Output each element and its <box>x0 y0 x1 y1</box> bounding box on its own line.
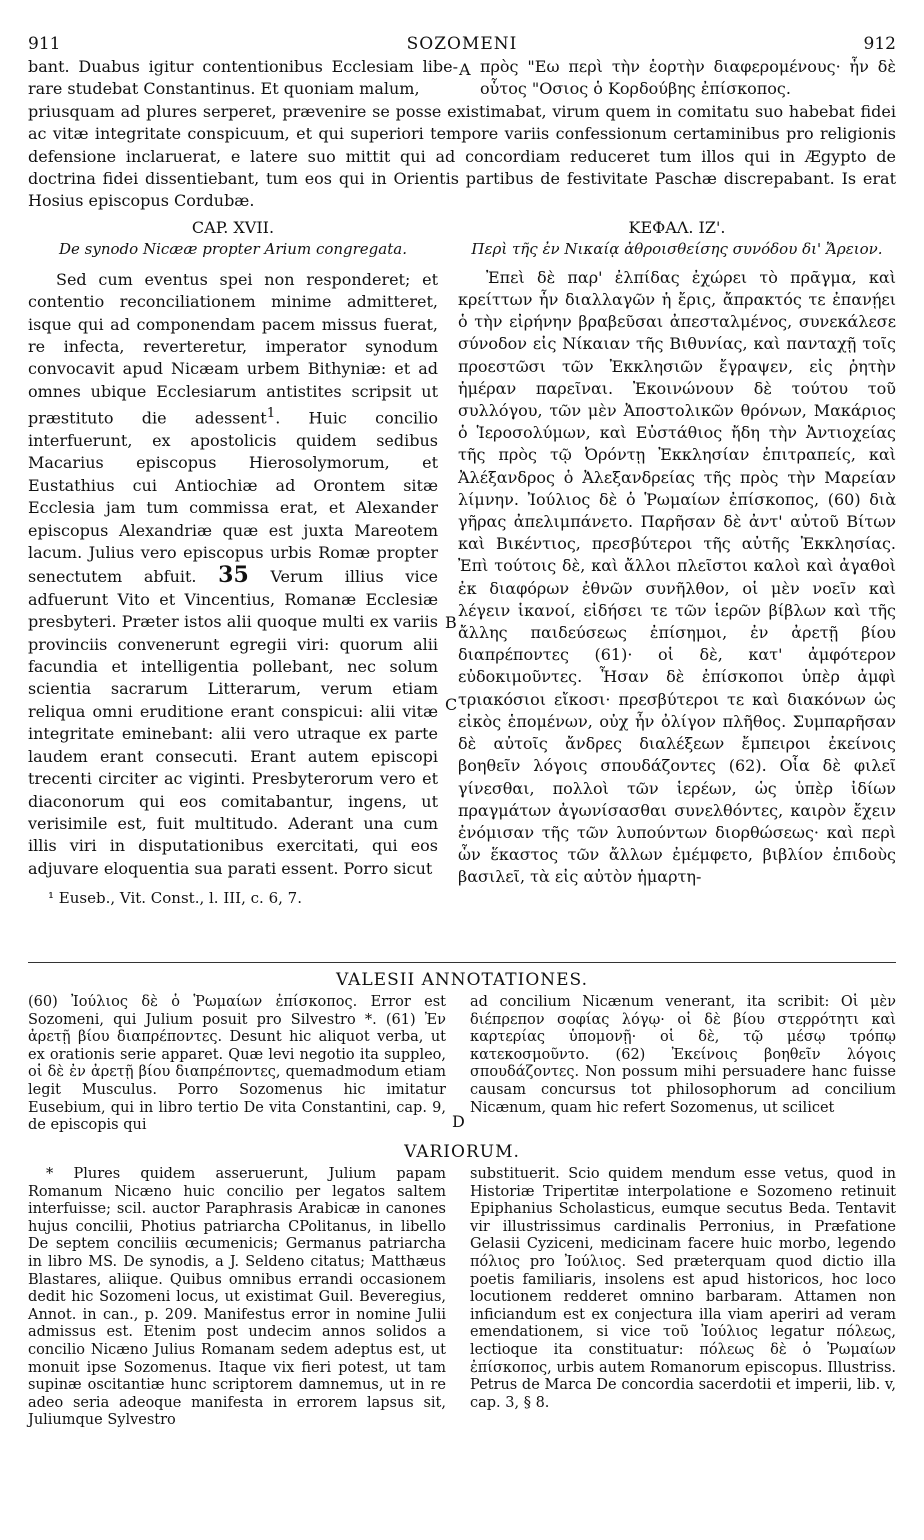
intro-latin: bant. Duabus igitur contentionibus Ecclesiam libe-rare studebat Constantinus. Et quoniam malum, <box>28 57 458 99</box>
intro-latin-full: priusquam ad plures serperet, prævenire se posse existimabat, virum quem in comitatu suo habebat fidei ac vitæ integritate conspicuum, et qui superiori tempore variis confessionum certaminibus pro religionis defensione inclaruerat, e latere suo mittit qui ad concordiam reduceret tum illos qui in Ægypto de doctrina fidei dissentiebant, tum eos qui in Orientis partibus de festivitate Paschæ discrepabant. Is erat Hosius episcopus Cordubæ. <box>28 101 896 211</box>
variorum-right: substituerit. Scio quidem mendum esse vetus, quod in Historiæ Tripertitæ interpolatione e Sozomeno retinuit Epiphanius Scholasticus, eumque secutus Beda. Tentavit vir illustrissimus cardinalis Perronius, in Præfatione Gelasii Cyziceni, medicinam facere huic morbo, legendo πόλιος pro Ἰούλιος. Sed præterquam quod dictio illa poetis familiaris, insolens est apud historicos, hoc loco locutionem redderet omnino barbaram. Attamen non inficiandum est ex conjectura illa viam aperiri ad veram emendationem, si vice τοῦ Ἰούλιος legatur πόλεως, lectioque ita constituatur: πόλεως δὲ ὁ Ῥωμαίων ἐπίσκοπος, urbis autem Romanorum episcopus. Illustriss. Petrus de Marca De concordia sacerdotii et imperii, lib. v, cap. 3, § 8. <box>470 1166 896 1411</box>
latin-body-1: Sed cum eventus spei non responderet; et contentio reconciliationem minime admitteret, isque qui ad componendam pacem missus fuerat, re infecta, reverteretur, imperator synodum convocavit apud Nicæam urbem Bithyniæ: et ad omnes ubique Ecclesiarum antistites scripsit ut præstituto die adessent <box>28 269 438 428</box>
latin-body-2: . Huic concilio interfuerunt, ex apostolicis quidem sedibus Macarius episcopus Hierosolymorum, et Eustathius cui Antiochiæ ad Orontem sitæ Ecclesia jam tum commissa erat, et Alexander episcopus Alexandriæ quæ est juxta Mareotem lacum. Julius vero episcopus urbis Romæ propter senectutem abfuit. <box>28 408 438 587</box>
main-columns <box>28 217 896 917</box>
valesii-right: ad concilium Nicænum venerant, ita scribit: Οἱ μὲν διέπρεπον σοφίας λόγῳ· οἱ δὲ βίου στερρότητι καὶ καρτερίας ὑπομονῇ· οἱ δὲ, τῷ μέσῳ τρόπῳ κατεκοσμοῦντο. (62) Ἐκείνοις βοηθεῖν λόγοις σπουδάζοντες. Non possum mihi persuadere hanc fuisse causam concursus tot philosophorum ad concilium Nicænum, quam hic refert Sozomenus, ut scilicet <box>470 994 896 1116</box>
intro-top <box>28 56 896 101</box>
divider-rule <box>28 962 896 963</box>
page-reference: 35 <box>218 562 249 589</box>
variorum-notes <box>28 1142 896 1526</box>
marker-b: B <box>445 612 457 632</box>
running-title: SOZOMENI <box>406 34 518 54</box>
marker-a: A <box>459 60 471 79</box>
marker-c: C <box>445 694 458 714</box>
latin-body <box>28 269 438 880</box>
valesii-heading: VALESII ANNOTATIONES. <box>335 970 589 990</box>
marker-d: D <box>452 1112 465 1131</box>
page-number-left: 911 <box>28 34 61 54</box>
latin-footnote: ¹ Euseb., Vit. Const., l. III, c. 6, 7. <box>48 889 302 908</box>
variorum-heading: VARIORUM. <box>404 1142 520 1162</box>
greek-chapter-title: ΚΕΦΑΛ. ΙΖ'. <box>628 217 726 237</box>
greek-chapter-subtitle: Περὶ τῆς ἐν Νικαίᾳ ἀθροισθείσης συνόδου δι' Ἄρειον. <box>471 239 883 258</box>
valesii-left: (60) Ἰούλιος δὲ ὁ Ῥωμαίων ἐπίσκοπος. Error est Sozomeni, qui Julium posuit pro Silvestro *. (61) Ἐν ἀρετῇ βίου διαπρέποντες. Desunt hic aliquot verba, ut ex orationis serie apparet. Quæ levi negotio ita suppleo, οἱ δὲ ἐν ἀρετῇ βίου διαπρέποντες, quemadmodum etiam legit Musculus. Porro Sozomenus hic imitatur Eusebium, qui in libro tertio De vita Constantini, cap. 9, de episcopis qui <box>28 994 446 1134</box>
latin-body-3: Verum illius vice adfuerunt Vito et Vincentius, Romanæ Ecclesiæ presbyteri. Præter istos alii quoque multi ex variis provinciis convenerunt egregii viri: quorum alii facundia et intelligentia pollebant, nec solum scientia sacrarum Litterarum, verum etiam reliqua omni eruditione erant conspicui: alii vitæ integritate eminebant: alii vero utraque ex parte laudem erant consecuti. Erant autem episcopi trecenti circiter ac viginti. Presbyterorum vero et diaconorum qui eos comitabantur, ingens, ut verisimile est, fuit multitudo. Aderant una cum illis viri in disputationibus exercitati, qui eos adjuvare eloquentia sua parati essent. Porro sicut <box>28 567 438 878</box>
latin-chapter-subtitle: De synodo Nicææ propter Arium congregata. <box>59 239 407 258</box>
footnote-ref: 1 <box>266 406 276 422</box>
greek-body: Ἐπεὶ δὲ παρ' ἐλπίδας ἐχώρει τὸ πρᾶγμα, καὶ κρείττων ἦν διαλλαγῶν ἡ ἔρις, ἄπρακτός τε ἐπανῄει ὁ τὴν εἰρήνην βραβεῦσαι ἀπεσταλμένος, συνεκάλεσε σύνοδον εἰς Νίκαιαν τῆς Βιθυνίας, καὶ πανταχῇ τοῖς προεστῶσι τῶν Ἐκκλησιῶν ἔγραψεν, εἰς ῥητὴν ἡμέραν παρεῖναι. Ἐκοινώνουν δὲ τούτου τοῦ συλλόγου, τῶν μὲν Ἀποστολικῶν θρόνων, Μακάριος ὁ Ἱεροσολύμων, καὶ Εὐστάθιος ἤδη τὴν Ἀντιοχείας τῆς πρὸς τῷ Ὀρόντῃ Ἐκκλησίαν ἐπιτραπείς, καὶ Ἀλέξανδρος ὁ Ἀλεξανδρείας τῆς πρὸς τὴν Μαρείαν λίμνην. Ἰούλιος δὲ ὁ Ῥωμαίων ἐπίσκοπος, (60) διὰ γῆρας ἀπελιμπάνετο. Παρῆσαν δὲ ἀντ' αὐτοῦ Βίτων καὶ Βικέντιος, πρεσβύτεροι τῆς αὐτῆς Ἐκκλησίας. Ἐπὶ τούτοις δὲ, καὶ ἄλλοι πλεῖστοι καλοὶ καὶ ἀγαθοὶ ἐκ διαφόρων ἐθνῶν συνῆλθον, οἱ μὲν νοεῖν καὶ λέγειν ἱκανοί, εἰδήσει τε τῶν ἱερῶν βίβλων καὶ τῆς ἄλλης παιδεύσεως ἐπίσημοι, ἐν ἀρετῇ βίου διαπρέποντες (61)· οἱ δὲ, κατ' ἀμφότερον εὐδοκιμοῦντες. Ἦσαν δὲ ἐπίσκοποι ὑπὲρ ἀμφὶ τριακόσιοι εἴκοσι· πρεσβύτεροι τε καὶ διακόνων ὡς εἰκὸς ἑπομένων, οὐχ ἦν ὀλίγον πλῆθος. Συμπαρῆσαν δὲ αὐτοῖς ἄνδρες διαλέξεων ἔμπειροι ἐκείνοις βοηθεῖν λόγοις σπουδάζοντες (62). Οἷα δὲ φιλεῖ γίνεσθαι, πολλοὶ τῶν ἱερέων, ὡς ὑπὲρ ἰδίων πραγμάτων ἀγωνίσασθαι συνελθόντες, καιρὸν ἔχειν ἐνόμισαν τῆς τῶν λυπούντων διορθώσεως· καὶ περὶ ὧν ἕκαστος τῶν ἄλλων ἐμέμφετο, βιβλίον ἐπιδοὺς βασιλεῖ, τὰ εἰς αὐτὸν ἡμαρτη- <box>458 267 896 887</box>
intro-greek: πρὸς "Εω περὶ τὴν ἑορτὴν διαφερομένους· ἦν δὲ οὗτος "Οσιος ὁ Κορδούβης ἐπίσκοπος. <box>480 57 896 99</box>
latin-chapter-title: CAP. XVII. <box>191 217 275 237</box>
greek-column <box>458 217 896 889</box>
latin-column <box>28 217 438 908</box>
page <box>28 14 896 1429</box>
page-number-right: 912 <box>863 34 896 54</box>
page-header <box>28 14 896 54</box>
valesii-annotations <box>28 970 896 1152</box>
variorum-left: * Plures quidem asseruerunt, Julium papam Romanum Nicæno huic concilio per legatos saltem interfuisse; scil. auctor Paraphrasis Arabicæ in canones hujus concilii, Photius patriarcha CPolitanus, in libello De septem conciliis œcumenicis; Germanus patriarcha in libro MS. De synodis, a J. Seldeno citatus; Matthæus Blastares, aliique. Quibus omnibus errandi occasionem dedit hic Sozomeni locus, ut existimat Guil. Beveregius, Annot. in can., p. 209. Manifestus error in nomine Julii admissus est. Etenim post undecim annos solidos a concilio Nicæno Julius Romanam sedem adeptus est, ut monuit ipse Sozomenus. Itaque vix fieri potest, ut tam supinæ oscitantiæ hunc scriptorem damnemus, ut in re adeo seria adeoque manifesta in errorem lapsus sit, Juliumque Sylvestro <box>28 1166 446 1429</box>
